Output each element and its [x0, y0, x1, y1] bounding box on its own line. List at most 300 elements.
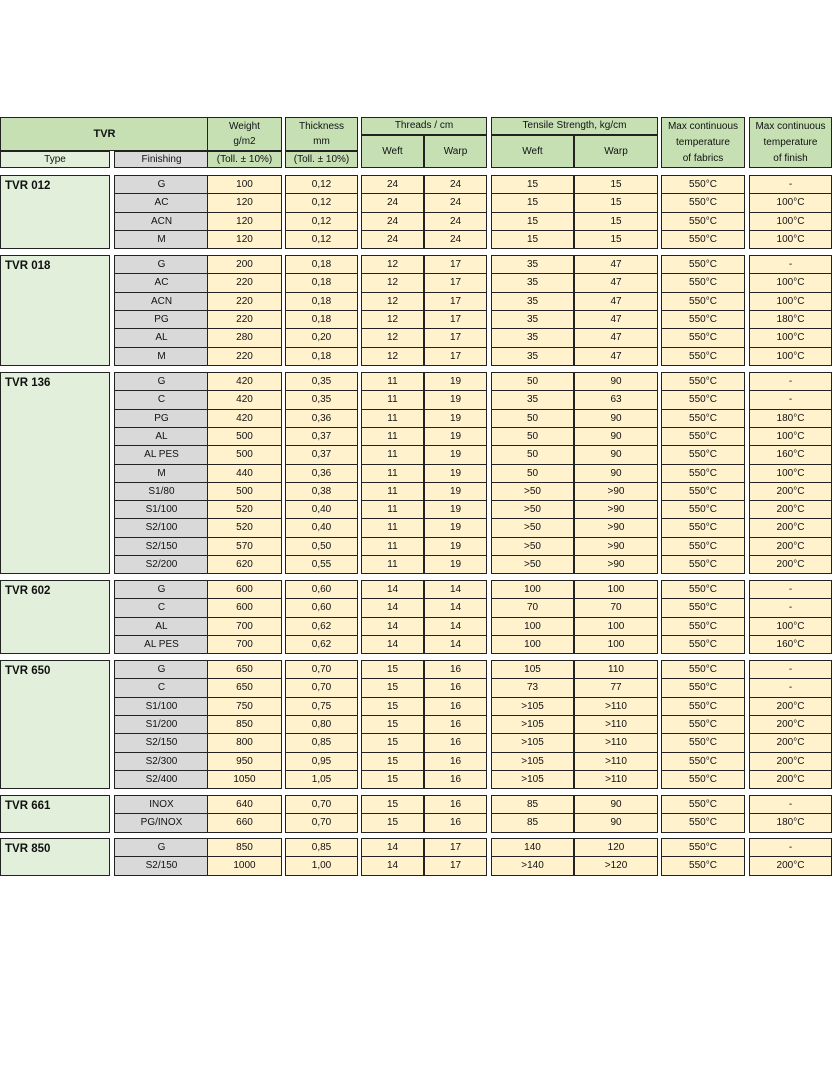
- tensile-weft-header: Weft: [491, 135, 574, 168]
- max-temp-fabrics-cell: 550°C: [661, 678, 745, 698]
- tensile-warp-cell: 90: [574, 445, 658, 465]
- max-temp-finish-cell: -: [749, 390, 832, 410]
- threads-weft-cell: 11: [361, 445, 424, 465]
- max-temp-finish-cell: -: [749, 580, 832, 599]
- thickness-cell: 0,95: [285, 752, 358, 771]
- finishing-cell: ACN: [114, 212, 209, 231]
- finishing-cell: AL PES: [114, 445, 209, 465]
- weight-cell: 700: [207, 635, 282, 654]
- threads-weft-cell: 11: [361, 464, 424, 483]
- weight-tolerance: (Toll. ± 10%): [207, 151, 282, 168]
- finishing-cell: PG: [114, 409, 209, 428]
- threads-warp-cell: 19: [424, 555, 487, 574]
- thickness-cell: 0,70: [285, 660, 358, 679]
- threads-weft-cell: 15: [361, 715, 424, 734]
- weight-cell: 500: [207, 427, 282, 446]
- thickness-cell: 0,18: [285, 292, 358, 311]
- type-cell: TVR 650: [0, 660, 110, 789]
- weight-cell: 750: [207, 697, 282, 716]
- threads-weft-cell: 24: [361, 230, 424, 249]
- threads-warp-cell: 17: [424, 255, 487, 274]
- finishing-cell: S1/80: [114, 482, 209, 501]
- tensile-warp-cell: 15: [574, 175, 658, 194]
- max-temp-finish-cell: 160°C: [749, 445, 832, 465]
- weight-cell: 620: [207, 555, 282, 574]
- weight-cell: 420: [207, 390, 282, 410]
- tensile-weft-cell: 35: [491, 273, 574, 293]
- tensile-weft-cell: >50: [491, 518, 574, 538]
- type-cell: TVR 602: [0, 580, 110, 654]
- thickness-cell: 0,18: [285, 273, 358, 293]
- max-temp-fabrics-cell: 550°C: [661, 752, 745, 771]
- thickness-cell: 0,50: [285, 537, 358, 556]
- tensile-weft-cell: >50: [491, 500, 574, 519]
- threads-weft-cell: 24: [361, 193, 424, 213]
- thickness-cell: 0,12: [285, 175, 358, 194]
- finishing-cell: G: [114, 372, 209, 391]
- max-temp-finish-cell: 100°C: [749, 328, 832, 348]
- max-temp-fabrics-cell: 550°C: [661, 445, 745, 465]
- max-temp-fabrics-cell: 550°C: [661, 212, 745, 231]
- max-temp-finish-cell: 200°C: [749, 537, 832, 556]
- tensile-weft-cell: 35: [491, 255, 574, 274]
- thickness-cell: 0,12: [285, 212, 358, 231]
- threads-warp-cell: 19: [424, 372, 487, 391]
- max-temp-fabrics-line3: of fabrics: [682, 152, 724, 164]
- max-temp-fabrics-cell: 550°C: [661, 598, 745, 618]
- tensile-warp-cell: 47: [574, 328, 658, 348]
- tensile-weft-cell: 50: [491, 427, 574, 446]
- max-temp-finish-cell: 100°C: [749, 617, 832, 636]
- finishing-cell: S2/300: [114, 752, 209, 771]
- finishing-cell: S2/400: [114, 770, 209, 789]
- weight-cell: 500: [207, 445, 282, 465]
- tensile-weft-cell: 140: [491, 838, 574, 857]
- weight-cell: 850: [207, 715, 282, 734]
- max-temp-fabrics-cell: 550°C: [661, 347, 745, 366]
- threads-weft-cell: 14: [361, 838, 424, 857]
- tensile-weft-cell: 100: [491, 580, 574, 599]
- max-temp-fabrics-cell: 550°C: [661, 175, 745, 194]
- threads-weft-cell: 14: [361, 580, 424, 599]
- thickness-cell: 0,18: [285, 255, 358, 274]
- thickness-header-line1: Thickness: [298, 121, 344, 132]
- threads-weft-cell: 12: [361, 255, 424, 274]
- weight-cell: 520: [207, 518, 282, 538]
- thickness-cell: 0,62: [285, 617, 358, 636]
- weight-cell: 650: [207, 660, 282, 679]
- tensile-weft-cell: 15: [491, 175, 574, 194]
- weight-cell: 100: [207, 175, 282, 194]
- weight-cell: 220: [207, 292, 282, 311]
- thickness-cell: 0,37: [285, 445, 358, 465]
- max-temp-finish-cell: 100°C: [749, 292, 832, 311]
- threads-weft-cell: 12: [361, 328, 424, 348]
- max-temp-finish-cell: 100°C: [749, 230, 832, 249]
- tensile-weft-cell: 100: [491, 617, 574, 636]
- tensile-weft-cell: 15: [491, 193, 574, 213]
- weight-cell: 500: [207, 482, 282, 501]
- threads-warp-cell: 14: [424, 598, 487, 618]
- weight-cell: 700: [207, 617, 282, 636]
- finishing-cell: S1/100: [114, 500, 209, 519]
- thickness-cell: 0,60: [285, 598, 358, 618]
- thickness-cell: 0,75: [285, 697, 358, 716]
- max-temp-fabrics-cell: 550°C: [661, 427, 745, 446]
- finishing-cell: S2/150: [114, 733, 209, 753]
- weight-cell: 420: [207, 409, 282, 428]
- threads-warp-cell: 19: [424, 409, 487, 428]
- threads-warp-cell: 14: [424, 617, 487, 636]
- threads-warp-cell: 17: [424, 328, 487, 348]
- max-temp-fabrics-cell: 550°C: [661, 617, 745, 636]
- weight-cell: 120: [207, 230, 282, 249]
- threads-weft-cell: 15: [361, 733, 424, 753]
- threads-weft-cell: 11: [361, 482, 424, 501]
- thickness-cell: 0,36: [285, 409, 358, 428]
- finishing-cell: C: [114, 390, 209, 410]
- max-temp-fabrics-cell: 550°C: [661, 733, 745, 753]
- finishing-cell: PG: [114, 310, 209, 329]
- tensile-weft-cell: 105: [491, 660, 574, 679]
- thickness-cell: 1,00: [285, 856, 358, 876]
- threads-weft-cell: 11: [361, 427, 424, 446]
- weight-cell: 220: [207, 310, 282, 329]
- thickness-cell: 0,80: [285, 715, 358, 734]
- weight-cell: 420: [207, 372, 282, 391]
- max-temp-finish-cell: 200°C: [749, 482, 832, 501]
- thickness-cell: 0,35: [285, 372, 358, 391]
- threads-warp-cell: 16: [424, 697, 487, 716]
- finishing-cell: S1/200: [114, 715, 209, 734]
- thickness-cell: 0,55: [285, 555, 358, 574]
- max-temp-fabrics-cell: 550°C: [661, 193, 745, 213]
- max-temp-fabrics-line2: temperature: [676, 136, 730, 148]
- tensile-weft-cell: >50: [491, 537, 574, 556]
- max-temp-finish-cell: 160°C: [749, 635, 832, 654]
- tensile-weft-cell: >140: [491, 856, 574, 876]
- threads-warp-cell: 24: [424, 193, 487, 213]
- max-temp-fabrics-cell: 550°C: [661, 635, 745, 654]
- weight-cell: 600: [207, 580, 282, 599]
- weight-cell: 220: [207, 273, 282, 293]
- threads-weft-cell: 11: [361, 555, 424, 574]
- thickness-cell: 0,37: [285, 427, 358, 446]
- max-temp-finish-cell: 100°C: [749, 464, 832, 483]
- threads-weft-cell: 15: [361, 697, 424, 716]
- tensile-warp-cell: 90: [574, 409, 658, 428]
- max-temp-finish-cell: 200°C: [749, 500, 832, 519]
- tensile-weft-cell: 35: [491, 328, 574, 348]
- tensile-warp-cell: >110: [574, 770, 658, 789]
- max-temp-finish-line3: of finish: [773, 152, 808, 164]
- threads-weft-cell: 14: [361, 635, 424, 654]
- tensile-weft-cell: 73: [491, 678, 574, 698]
- max-temp-finish-cell: -: [749, 255, 832, 274]
- tensile-warp-cell: 100: [574, 617, 658, 636]
- tensile-warp-cell: 90: [574, 427, 658, 446]
- thickness-cell: 0,38: [285, 482, 358, 501]
- threads-warp-cell: 19: [424, 464, 487, 483]
- threads-warp-cell: 19: [424, 427, 487, 446]
- tensile-weft-cell: 15: [491, 230, 574, 249]
- threads-header: Threads / cm: [361, 117, 487, 135]
- tensile-warp-cell: 90: [574, 464, 658, 483]
- tensile-warp-cell: 47: [574, 310, 658, 329]
- max-temp-finish-cell: 200°C: [749, 752, 832, 771]
- max-temp-finish-line1: Max continuous: [755, 120, 826, 132]
- max-temp-finish-cell: 100°C: [749, 212, 832, 231]
- threads-warp-header: Warp: [424, 135, 487, 168]
- max-temp-fabrics-cell: 550°C: [661, 660, 745, 679]
- max-temp-finish-line2: temperature: [763, 136, 818, 148]
- max-temp-fabrics-cell: 550°C: [661, 795, 745, 814]
- threads-warp-cell: 19: [424, 390, 487, 410]
- finishing-cell: PG/INOX: [114, 813, 209, 833]
- threads-warp-cell: 17: [424, 838, 487, 857]
- tensile-warp-cell: >90: [574, 537, 658, 556]
- weight-header: [207, 117, 282, 151]
- threads-warp-cell: 16: [424, 795, 487, 814]
- type-header: Type: [0, 151, 110, 168]
- tensile-warp-cell: >90: [574, 518, 658, 538]
- finishing-cell: G: [114, 838, 209, 857]
- thickness-cell: 0,12: [285, 230, 358, 249]
- threads-warp-cell: 19: [424, 518, 487, 538]
- weight-cell: 280: [207, 328, 282, 348]
- threads-warp-cell: 16: [424, 770, 487, 789]
- tensile-warp-cell: 90: [574, 813, 658, 833]
- finishing-cell: G: [114, 255, 209, 274]
- weight-cell: 1000: [207, 856, 282, 876]
- threads-warp-cell: 17: [424, 292, 487, 311]
- max-temp-finish-cell: -: [749, 795, 832, 814]
- thickness-cell: 0,70: [285, 678, 358, 698]
- max-temp-fabrics-cell: 550°C: [661, 409, 745, 428]
- thickness-cell: 0,62: [285, 635, 358, 654]
- thickness-cell: 0,35: [285, 390, 358, 410]
- thickness-cell: 0,40: [285, 500, 358, 519]
- threads-weft-cell: 11: [361, 518, 424, 538]
- threads-weft-cell: 15: [361, 795, 424, 814]
- max-temp-fabrics-cell: 550°C: [661, 856, 745, 876]
- type-cell: TVR 136: [0, 372, 110, 574]
- finishing-cell: C: [114, 678, 209, 698]
- tensile-weft-cell: 35: [491, 390, 574, 410]
- tensile-header: Tensile Strength, kg/cm: [491, 117, 658, 135]
- max-temp-finish-cell: 200°C: [749, 697, 832, 716]
- max-temp-fabrics-cell: 550°C: [661, 715, 745, 734]
- tensile-warp-cell: 47: [574, 347, 658, 366]
- tensile-warp-cell: 47: [574, 273, 658, 293]
- threads-weft-cell: 14: [361, 598, 424, 618]
- threads-warp-cell: 24: [424, 175, 487, 194]
- finishing-cell: C: [114, 598, 209, 618]
- tensile-weft-cell: >50: [491, 555, 574, 574]
- finishing-cell: AL: [114, 617, 209, 636]
- threads-warp-cell: 16: [424, 752, 487, 771]
- thickness-cell: 0,70: [285, 795, 358, 814]
- max-temp-finish-cell: 100°C: [749, 273, 832, 293]
- tensile-weft-cell: >50: [491, 482, 574, 501]
- tensile-warp-cell: 100: [574, 635, 658, 654]
- threads-warp-cell: 17: [424, 310, 487, 329]
- max-temp-fabrics-cell: 550°C: [661, 555, 745, 574]
- threads-warp-cell: 19: [424, 445, 487, 465]
- tensile-warp-cell: >110: [574, 697, 658, 716]
- weight-cell: 1050: [207, 770, 282, 789]
- threads-weft-cell: 11: [361, 537, 424, 556]
- tensile-weft-cell: 70: [491, 598, 574, 618]
- threads-warp-cell: 16: [424, 715, 487, 734]
- thickness-cell: 0,12: [285, 193, 358, 213]
- tensile-weft-cell: 50: [491, 464, 574, 483]
- threads-warp-cell: 19: [424, 500, 487, 519]
- max-temp-fabrics-cell: 550°C: [661, 310, 745, 329]
- thickness-cell: 0,18: [285, 310, 358, 329]
- max-temp-fabrics-cell: 550°C: [661, 273, 745, 293]
- max-temp-fabrics-cell: 550°C: [661, 328, 745, 348]
- threads-warp-cell: 14: [424, 580, 487, 599]
- tensile-warp-cell: 47: [574, 255, 658, 274]
- tensile-weft-cell: 35: [491, 347, 574, 366]
- weight-cell: 520: [207, 500, 282, 519]
- tensile-warp-cell: >90: [574, 555, 658, 574]
- type-cell: TVR 012: [0, 175, 110, 249]
- tensile-weft-cell: 35: [491, 310, 574, 329]
- max-temp-fabrics-cell: 550°C: [661, 390, 745, 410]
- threads-warp-cell: 17: [424, 856, 487, 876]
- threads-weft-cell: 24: [361, 175, 424, 194]
- weight-cell: 660: [207, 813, 282, 833]
- max-temp-finish-cell: 200°C: [749, 555, 832, 574]
- threads-warp-cell: 16: [424, 660, 487, 679]
- tensile-warp-cell: >120: [574, 856, 658, 876]
- tensile-weft-cell: 100: [491, 635, 574, 654]
- max-temp-finish-cell: 200°C: [749, 733, 832, 753]
- max-temp-fabrics-cell: 550°C: [661, 482, 745, 501]
- tensile-weft-cell: >105: [491, 752, 574, 771]
- weight-header-line1: Weight: [229, 121, 260, 132]
- threads-warp-cell: 24: [424, 230, 487, 249]
- tensile-warp-cell: 70: [574, 598, 658, 618]
- weight-cell: 570: [207, 537, 282, 556]
- threads-warp-cell: 14: [424, 635, 487, 654]
- tensile-warp-cell: 15: [574, 230, 658, 249]
- finishing-cell: INOX: [114, 795, 209, 814]
- max-temp-finish-cell: -: [749, 678, 832, 698]
- tensile-warp-cell: >110: [574, 752, 658, 771]
- thickness-cell: 0,85: [285, 733, 358, 753]
- tensile-warp-cell: 47: [574, 292, 658, 311]
- tensile-weft-cell: 50: [491, 409, 574, 428]
- max-temp-fabrics-cell: 550°C: [661, 580, 745, 599]
- max-temp-fabrics-cell: 550°C: [661, 255, 745, 274]
- threads-weft-cell: 12: [361, 310, 424, 329]
- finishing-cell: M: [114, 464, 209, 483]
- finishing-cell: ACN: [114, 292, 209, 311]
- threads-weft-cell: 11: [361, 372, 424, 391]
- weight-cell: 850: [207, 838, 282, 857]
- max-temp-finish-cell: 200°C: [749, 856, 832, 876]
- threads-warp-cell: 16: [424, 813, 487, 833]
- thickness-cell: 0,40: [285, 518, 358, 538]
- threads-warp-cell: 16: [424, 733, 487, 753]
- threads-weft-cell: 12: [361, 292, 424, 311]
- tensile-warp-header: Warp: [574, 135, 658, 168]
- tensile-weft-cell: 15: [491, 212, 574, 231]
- max-temp-fabrics-cell: 550°C: [661, 518, 745, 538]
- type-cell: TVR 661: [0, 795, 110, 833]
- threads-warp-cell: 17: [424, 273, 487, 293]
- finishing-cell: S2/200: [114, 555, 209, 574]
- finishing-cell: G: [114, 660, 209, 679]
- tensile-warp-cell: >110: [574, 715, 658, 734]
- finishing-cell: G: [114, 580, 209, 599]
- finishing-cell: AC: [114, 273, 209, 293]
- threads-warp-cell: 17: [424, 347, 487, 366]
- tensile-weft-cell: >105: [491, 697, 574, 716]
- finishing-cell: S1/100: [114, 697, 209, 716]
- weight-cell: 600: [207, 598, 282, 618]
- max-temp-fabrics-cell: 550°C: [661, 838, 745, 857]
- tvr-header: TVR: [0, 117, 209, 151]
- max-temp-finish-cell: -: [749, 838, 832, 857]
- tensile-weft-cell: 85: [491, 795, 574, 814]
- type-cell: TVR 018: [0, 255, 110, 366]
- weight-cell: 800: [207, 733, 282, 753]
- finishing-cell: M: [114, 230, 209, 249]
- finishing-cell: AC: [114, 193, 209, 213]
- tensile-warp-cell: 90: [574, 795, 658, 814]
- threads-weft-cell: 11: [361, 409, 424, 428]
- tensile-weft-cell: >105: [491, 770, 574, 789]
- weight-cell: 650: [207, 678, 282, 698]
- weight-cell: 120: [207, 193, 282, 213]
- threads-warp-cell: 19: [424, 537, 487, 556]
- tensile-warp-cell: >90: [574, 500, 658, 519]
- max-temp-finish-cell: -: [749, 175, 832, 194]
- max-temp-fabrics-cell: 550°C: [661, 500, 745, 519]
- max-temp-finish-cell: 180°C: [749, 813, 832, 833]
- threads-warp-cell: 16: [424, 678, 487, 698]
- max-temp-finish-cell: 200°C: [749, 518, 832, 538]
- finishing-cell: AL: [114, 328, 209, 348]
- finishing-cell: G: [114, 175, 209, 194]
- max-temp-finish-cell: 200°C: [749, 770, 832, 789]
- max-temp-fabrics-cell: 550°C: [661, 813, 745, 833]
- max-temp-fabrics-cell: 550°C: [661, 372, 745, 391]
- tensile-weft-cell: 50: [491, 445, 574, 465]
- thickness-cell: 0,70: [285, 813, 358, 833]
- thickness-cell: 0,18: [285, 347, 358, 366]
- threads-weft-cell: 14: [361, 856, 424, 876]
- weight-cell: 200: [207, 255, 282, 274]
- max-temp-finish-cell: 180°C: [749, 310, 832, 329]
- max-temp-fabrics-cell: 550°C: [661, 464, 745, 483]
- max-temp-finish-cell: 100°C: [749, 347, 832, 366]
- thickness-header: [285, 117, 358, 151]
- max-temp-fabrics-cell: 550°C: [661, 537, 745, 556]
- tensile-warp-cell: 110: [574, 660, 658, 679]
- max-temp-fabrics-cell: 550°C: [661, 697, 745, 716]
- threads-weft-cell: 11: [361, 390, 424, 410]
- tensile-weft-cell: 50: [491, 372, 574, 391]
- tensile-warp-cell: 90: [574, 372, 658, 391]
- finishing-cell: AL: [114, 427, 209, 446]
- tensile-weft-cell: 85: [491, 813, 574, 833]
- max-temp-finish-cell: 200°C: [749, 715, 832, 734]
